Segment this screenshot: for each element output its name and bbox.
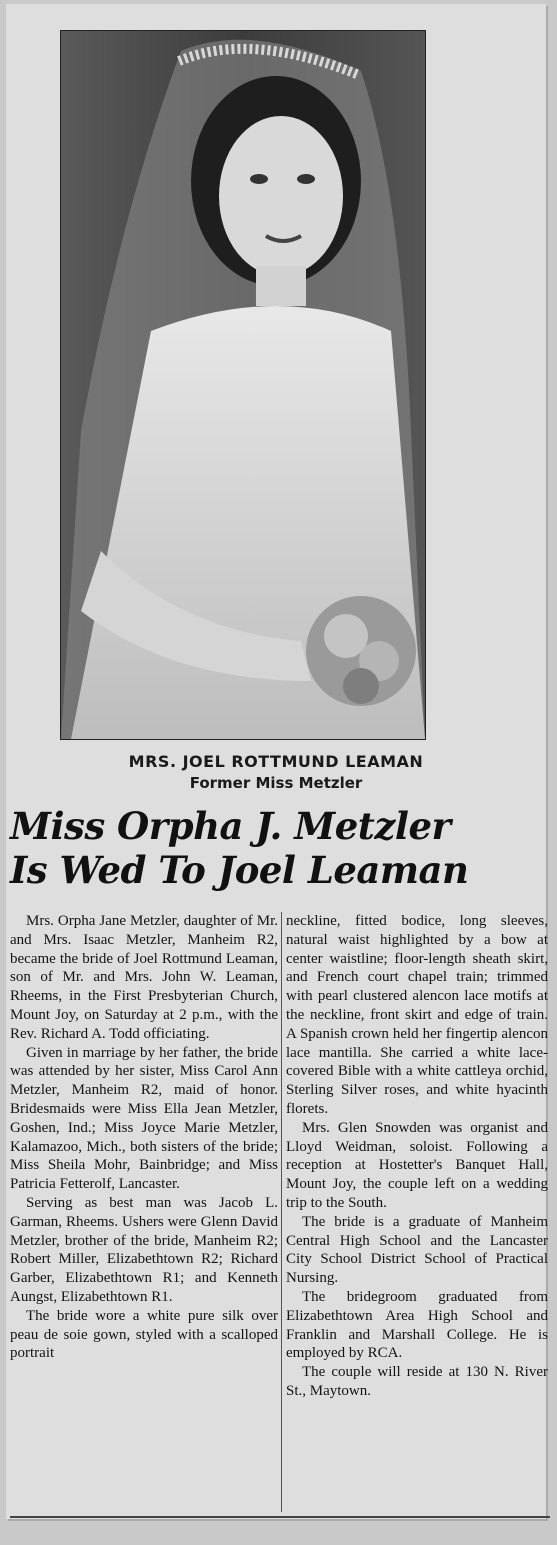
article-paragraph: neckline, fitted bodice, long sleeves, natural waist highlighted by a bow at center waistline; floor-length sheath skirt, and French court chapel train; trimmed with pearl clustered alencon lace motifs at the neckline, front skirt and edge of train. A Spanish crown held her fingertip alencon lace mantilla. She carried a white lace-covered Bible with a white cattleya orchid, Sterling Silver roses, and white hyacinth florets.: [286, 913, 548, 1117]
bride-portrait-photo: [60, 30, 426, 740]
photo-caption-name: MRS. JOEL ROTTMUND LEAMAN: [128, 752, 424, 771]
bride-portrait-image: [61, 31, 425, 739]
headline: [10, 804, 540, 892]
headline-line-2: Is Wed To Joel Leaman: [10, 848, 469, 892]
article-column-1: [10, 912, 278, 1363]
article-paragraph: The bride wore a white pure silk over peau de soie gown, styled with a scalloped portrait: [10, 1307, 278, 1362]
article-paragraph: The bride is a graduate of Manheim Central High School and the Lancaster City School District School of Practical Nursing.: [286, 1213, 548, 1287]
article-paragraph: Mrs. Orpha Jane Metzler, daughter of Mr. and Mrs. Isaac Metzler, Manheim R2, became the bride of Joel Rottmund Leaman, son of Mr. and Mrs. John W. Leaman, Rheems, in the First Presbyterian Church, Mount Joy, on Saturday at 2 p.m., with the Rev. Richard A. Todd officiating.: [10, 913, 278, 1042]
bottom-rule: [10, 1516, 550, 1518]
article-paragraph: The bridegroom graduated from Elizabethtown Area High School and Franklin and Marshall College. He is employed by RCA.: [286, 1288, 548, 1362]
headline-line-1: Miss Orpha J. Metzler: [10, 804, 451, 848]
column-divider: [281, 912, 282, 1512]
article-paragraph: Given in marriage by her father, the bride was attended by her sister, Miss Carol Ann Metzler, Manheim R2, maid of honor. Bridesmaids were Miss Ella Jean Metzler, Goshen, Ind.; Miss Joyce Marie Metzler, Kalamazoo, Mich., both sisters of the bride; Miss Sheila Mohr, Bainbridge; and Miss Patricia Fetterolf, Lancaster.: [10, 1044, 278, 1193]
article-paragraph: Mrs. Glen Snowden was organist and Lloyd Weidman, soloist. Following a reception at Hostetter's Banquet Hall, Mount Joy, the couple left on a wedding trip to the South.: [286, 1119, 548, 1211]
photo-caption-former-name: Former Miss Metzler: [189, 774, 363, 792]
article-paragraph: The couple will reside at 130 N. River St., Maytown.: [286, 1364, 548, 1399]
article-paragraph: Serving as best man was Jacob L. Garman, Rheems. Ushers were Glenn David Metzler, brother of the bride, Manheim R2; Robert Miller, Elizabethtown R2; Richard Garber, Elizabethtown R1; and Kenneth Aungst, Elizabethtown R1.: [10, 1194, 278, 1305]
newspaper-clipping: [6, 4, 546, 1519]
article-column-2: [286, 912, 548, 1401]
